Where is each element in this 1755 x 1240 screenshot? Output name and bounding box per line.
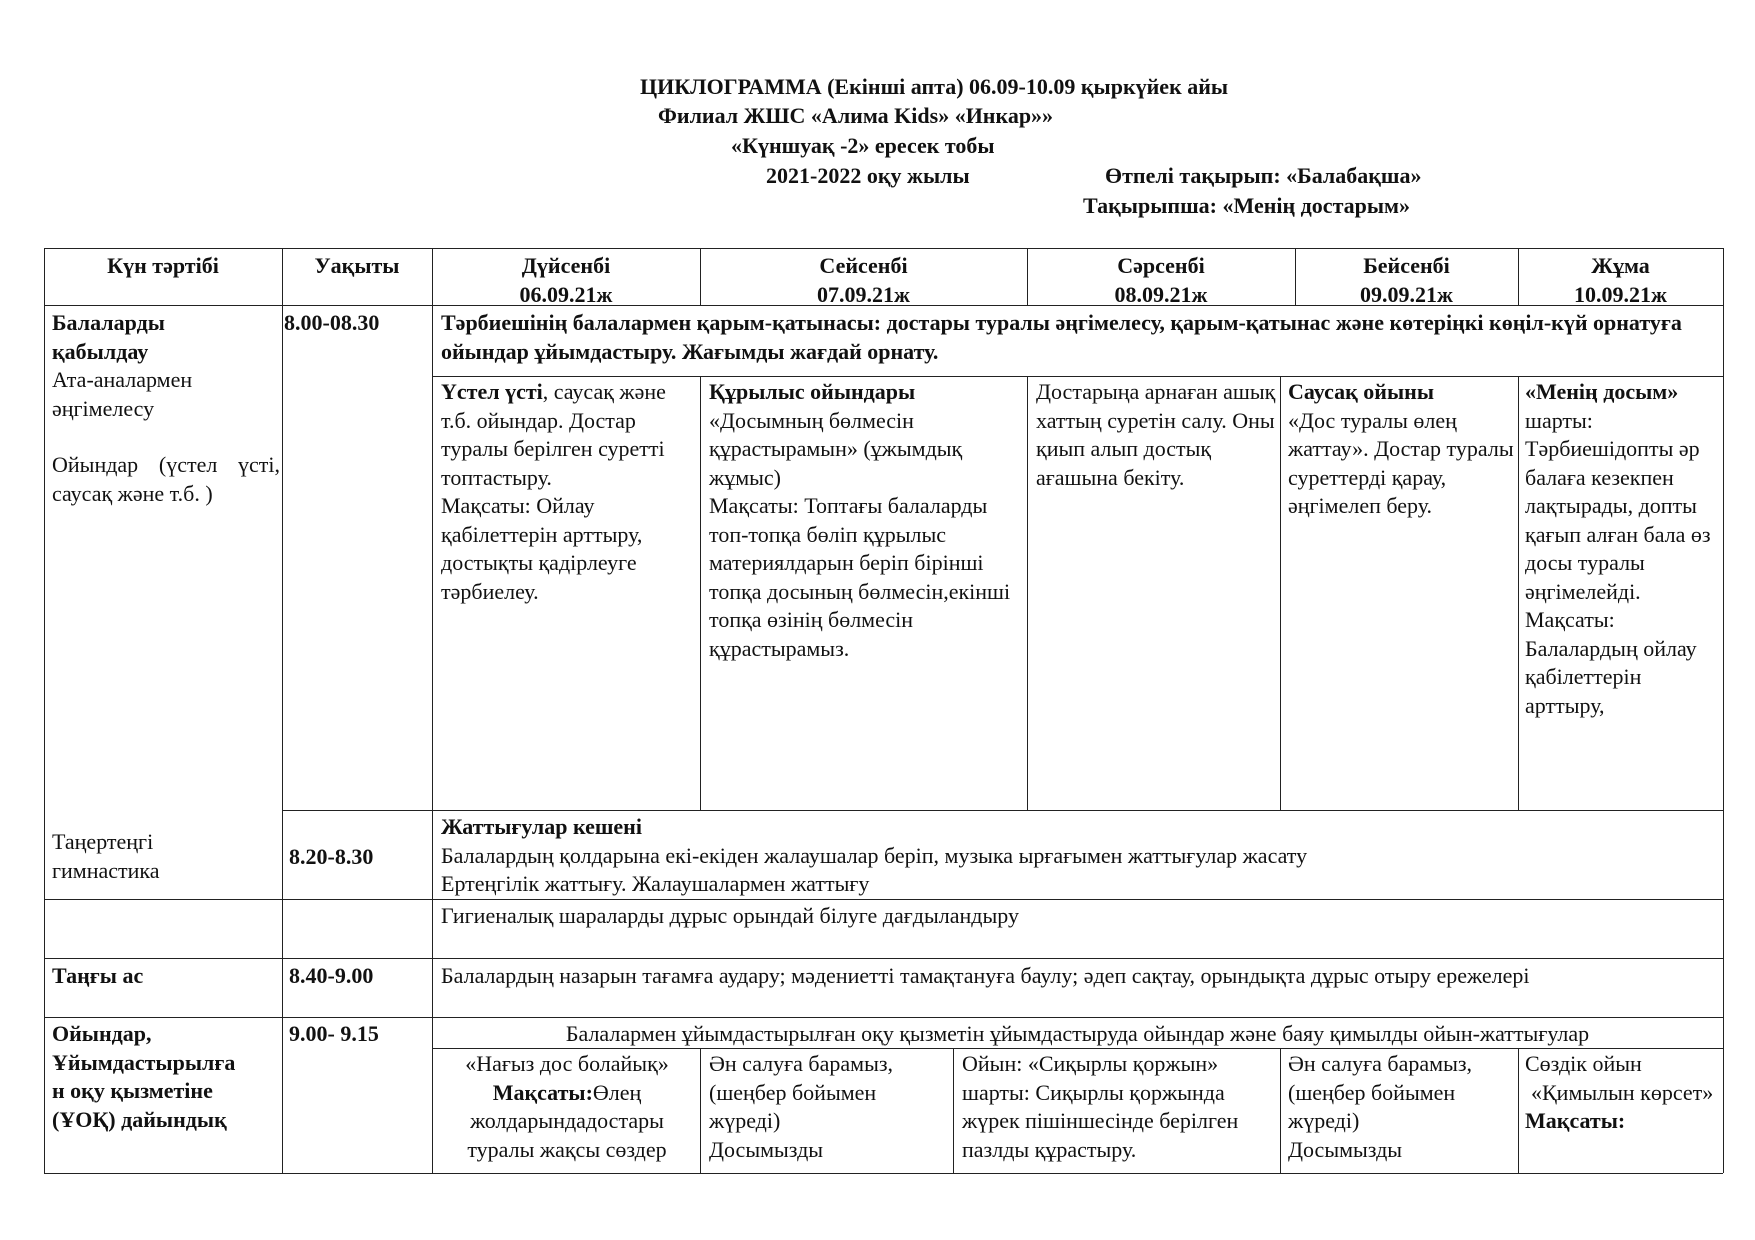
row5-monday-activity — [438, 1050, 696, 1164]
row-label-gymnastics: Таңертеңгі гимнастика — [52, 829, 160, 883]
activity-goal-label: Мақсаты: — [492, 1079, 593, 1105]
label-parents: Ата-аналармен әңгімелесу — [52, 367, 193, 421]
table-rule — [282, 248, 283, 1173]
doc-year: 2021-2022 оқу жылы — [766, 163, 970, 188]
table-rule — [1280, 376, 1281, 810]
table-rule — [1027, 376, 1028, 810]
day-date: 09.09.21ж — [1360, 281, 1453, 307]
row5-merged-text: Балалармен ұйымдастырылған оқу қызметін ұйымдастыруда ойындар және баяу қимылды ойын-жаттығулар — [565, 1021, 1590, 1046]
col-header-tuesday — [700, 252, 1027, 309]
day-name: Сейсенбі — [819, 253, 908, 278]
table-rule — [700, 376, 701, 810]
table-rule — [953, 1048, 954, 1173]
table-border-top — [44, 248, 1723, 249]
day-name: Бейсенбі — [1363, 253, 1450, 278]
row-label-preparation: Ойындар, Ұйымдастырылға н оқу қызметіне (ҰОҚ) дайындық — [52, 1021, 236, 1132]
label-games: Ойындар (үстел үсті, саусақ және т.б. ) — [52, 452, 280, 506]
doc-title: ЦИКЛОГРАММА (Екінші апта) 06.09-10.09 қыркүйек айы — [640, 74, 1229, 99]
col-header-monday — [432, 252, 700, 309]
row1-tuesday-activity — [709, 378, 1025, 663]
activity-text: «Дос туралы өлең жаттау». Достар туралы суреттерді қарау, әңгімелеп беру. — [1288, 407, 1514, 518]
activity-title: Сөздік ойын — [1525, 1051, 1642, 1076]
row-label-reception — [52, 309, 280, 508]
row-label-breakfast: Таңғы ас — [52, 963, 144, 988]
doc-group: «Күншуақ -2» ересек тобы — [731, 133, 995, 158]
row1-thursday-activity — [1288, 378, 1514, 521]
table-border-right — [1723, 248, 1724, 1173]
row4-breakfast-text: Балалардың назарын тағамға аудару; мәдениетті тамақтануға баулу; әдеп сақтау, орындықта дұрыс отыру ережелері — [441, 963, 1530, 988]
col-header-thursday — [1295, 252, 1518, 309]
table-rule — [1518, 376, 1519, 810]
col-header-friday — [1518, 252, 1723, 309]
row1-monday-activity — [441, 378, 696, 606]
activity-title: Саусақ ойыны — [1288, 379, 1435, 404]
label-bold: Балаларды қабылдау — [52, 310, 165, 364]
day-date: 08.09.21ж — [1114, 281, 1208, 307]
activity-goal-label: Мақсаты: — [1525, 1108, 1626, 1133]
exercise-line: Ертеңгілік жаттығу. Жалаушалармен жаттығу — [441, 871, 870, 896]
row-time: 8.00-08.30 — [284, 310, 380, 335]
table-rule — [44, 899, 1723, 900]
activity-title: «Нағыз дос болайық» — [465, 1051, 669, 1076]
row5-friday-activity — [1525, 1050, 1721, 1136]
doc-subtheme: Тақырыпша: «Менің достарым» — [1083, 193, 1411, 218]
exercise-title: Жаттығулар кешені — [441, 814, 642, 839]
exercise-line: Балалардың қолдарына екі-екіден жалаушалар беріп, музыка ырғағымен жаттығулар жасату — [441, 842, 1308, 868]
day-date: 10.09.21ж — [1574, 281, 1667, 307]
day-date: 07.09.21ж — [817, 281, 910, 307]
row5-tuesday-activity: Ән салуға барамыз, (шеңбер бойымен жүреді) Досымызды — [709, 1051, 894, 1162]
doc-theme: Өтпелі тақырып: «Балабақша» — [1105, 163, 1422, 188]
activity-text: , саусақ және т.б. ойындар. Достар туралы берілген суретті топтастыру. Мақсаты: Ойлау қабілеттерін арттыру, достықты қадірлеуге тәрбиелеу. — [441, 379, 666, 604]
col-header-wednesday — [1027, 252, 1295, 309]
activity-title: Құрылыс ойындары — [709, 379, 916, 404]
activity-title: Үстел үсті — [441, 379, 543, 404]
doc-branch: Филиал ЖШС «Алима Kids» «Инкар»» — [658, 103, 1054, 128]
day-name: Дүйсенбі — [521, 253, 611, 278]
row1-wednesday-activity: Достарыңа арнаған ашық хаттың суретін салу. Оны қиып алып достық ағашына бекіту. — [1036, 379, 1276, 490]
table-rule — [44, 958, 1723, 959]
day-date: 06.09.21ж — [519, 281, 613, 307]
table-rule — [1280, 1048, 1281, 1173]
row5-wednesday-activity: Ойын: «Сиқырлы қоржын» шарты: Сиқырлы қоржында жүрек пішіншесінде берілген пазлды құрастыру. — [962, 1051, 1239, 1162]
activity-text: шарты: Тәрбиешідопты әр балаға кезекпен лақтырады, допты қағып алған бала өз досы туралы әңгімелейді. Мақсаты: Балалардың ойлау қабілеттерін арттыру, — [1525, 407, 1711, 718]
col-header-time: Уақыты — [314, 253, 400, 278]
table-rule — [700, 1048, 701, 1173]
activity-text: «Досымның бөлмесін құрастырамын» (ұжымдық жұмыс) Мақсаты: Топтағы балаларды топ-топқа бөліп құрылыс материялдарын беріп бірінші топқа досының бөлмесін,екінші топқа өзінің бөлмесін құрастырамыз. — [709, 407, 1011, 661]
row-time: 9.00- 9.15 — [289, 1021, 379, 1046]
row-time: 8.20-8.30 — [289, 844, 374, 869]
activity-title: «Менің досым» — [1525, 379, 1679, 404]
col-header-routine: Күн тәртібі — [107, 253, 219, 278]
row1-friday-activity — [1525, 378, 1721, 808]
activity-text: «Қимылын көрсет» — [1531, 1079, 1714, 1105]
table-border-left — [44, 248, 45, 1173]
table-border-bottom — [44, 1173, 1723, 1174]
row-time: 8.40-9.00 — [289, 963, 374, 988]
day-name: Сәрсенбі — [1117, 253, 1205, 278]
row1-merged-text: Тәрбиешінің балалармен қарым-қатынасы: достары туралы әңгімелесу, қарым-қатынас және көтеріңкі көңіл-күй орнатуға ойындар ұйымдастыру. Жағымды жағдай орнату. — [441, 310, 1682, 364]
day-name: Жұма — [1591, 253, 1650, 278]
table-rule — [282, 810, 1723, 811]
table-rule — [1518, 1048, 1519, 1173]
table-rule — [44, 1017, 1723, 1018]
row3-hygiene: Гигиеналық шараларды дұрыс орындай білуге дағдыландыру — [441, 903, 1019, 928]
row2-exercises — [441, 813, 1719, 899]
row5-thursday-activity: Ән салуға барамыз, (шеңбер бойымен жүреді) Досымызды — [1288, 1051, 1473, 1162]
table-rule — [432, 376, 1723, 377]
activity-text: Өлең жолдарындадостары туралы жақсы сөздер — [467, 1079, 667, 1162]
